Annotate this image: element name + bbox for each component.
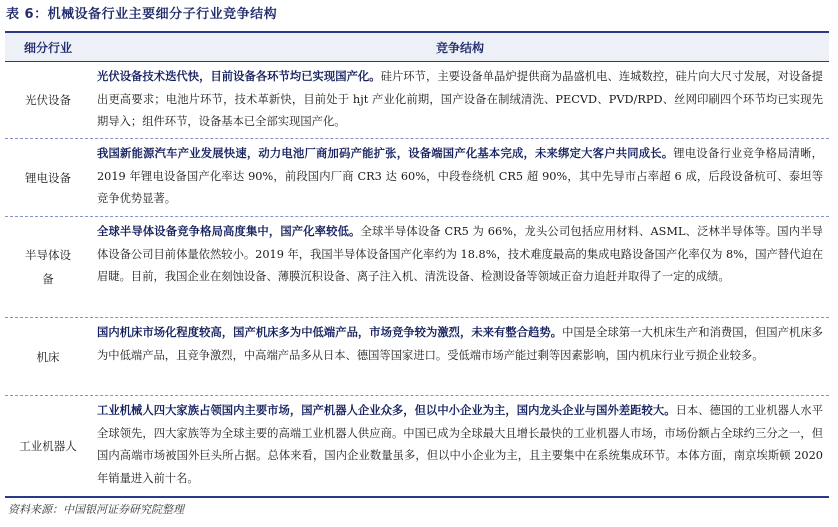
source-note: 资料来源：中国银河证券研究院整理 (8, 503, 184, 516)
row-lead: 全球半导体设备竞争格局高度集中，国产化率较低。 (97, 224, 361, 238)
table-title: 表 6：机械设备行业主要细分子行业竞争结构 (6, 7, 278, 22)
row-lead: 工业机械人四大家族占领国内主要市场，国产机器人企业众多，但以中小企业为主，国内龙头企业与国外差距较大。 (97, 403, 676, 417)
competition-table (5, 31, 829, 498)
row-category: 工业机器人 (19, 439, 77, 453)
table-row (5, 139, 829, 217)
row-body: 硅片环节，主要设备单晶炉提供商为晶盛机电、连城数控，硅片向大尺寸发展，对设备提出更高要求；电池片环节，技术革新快，目前处于 hjt 产业化前期，国产设备在制绒清洗、PECVD、PVD/RPD、丝网印刷四个环节均已实现先期导入；组件环节，设备基本已全部实现国产化。 (97, 70, 823, 129)
row-lead: 我国新能源汽车产业发展快速，动力电池厂商加码产能扩张，设备端国产化基本完成，未来绑定大客户共同成长。 (97, 146, 674, 160)
header-subsector: 细分行业 (23, 40, 72, 55)
row-category: 机床 (36, 349, 60, 364)
table-row (5, 62, 829, 139)
table-row (5, 217, 829, 318)
table-row (5, 396, 829, 496)
row-description (91, 62, 829, 138)
row-description (91, 217, 829, 317)
row-body: 中国是全球第一大机床生产和消费国，但国产机床多为中低端产品，且竞争激烈，中高端产品多从日本、德国等国家进口。受低端市场产能过剩等因素影响，国内机床行业亏损企业较多。 (97, 326, 823, 362)
row-lead: 光伏设备技术迭代快，目前设备各环节均已实现国产化。 (97, 69, 381, 83)
row-description (91, 139, 829, 216)
row-body: 全球半导体设备 CR5 为 66%，龙头公司包括应用材料、ASML、泛林半导体等。国内半导体设备公司目前体量依然较小。2019 年，我国半导体设备国产化率约为 18.8%，技术难度最高的集成电路设备国产化率仅为 8%，国产替代迫在眉睫。目前，我国企业在刻蚀设备、薄膜沉积设备、离子注入机、清洗设备、检测设备等领域正奋力追赶并取得了一定的成绩。 (97, 225, 823, 284)
row-category: 锂电设备 (25, 170, 71, 185)
row-body: 日本、德国的工业机器人水平全球领先，四大家族等为全球主要的高端工业机器人供应商。中国已成为全球最大且增长最快的工业机器人市场，市场份额占全球约三分之一，但国内高端市场被国外巨头所占据。总体来看，国内企业数量虽多，但以中小企业为主，且主要集中在系统集成环节。本体方面，南京埃斯顿 2020 年销量进入前十名。 (97, 404, 823, 485)
row-category: 光伏设备 (25, 93, 71, 107)
row-lead: 国内机床市场化程度较高，国产机床多为中低端产品，市场竞争较为激烈，未来有整合趋势。 (97, 325, 563, 339)
row-description (91, 318, 829, 395)
header-competition: 竞争结构 (435, 40, 484, 55)
table-row (5, 318, 829, 396)
row-category: 半导体设备 (25, 248, 71, 286)
row-body: 锂电设备行业竞争格局清晰，2019 年锂电设备国产化率达 90%，前段国内厂商 CR3 达 60%，中段卷绕机 CR5 超 90%，其中先导市占率超 6 成，后段设备杭可、泰坦等竞争优势显著。 (97, 147, 823, 206)
row-description (91, 396, 829, 496)
table-header (5, 33, 829, 62)
